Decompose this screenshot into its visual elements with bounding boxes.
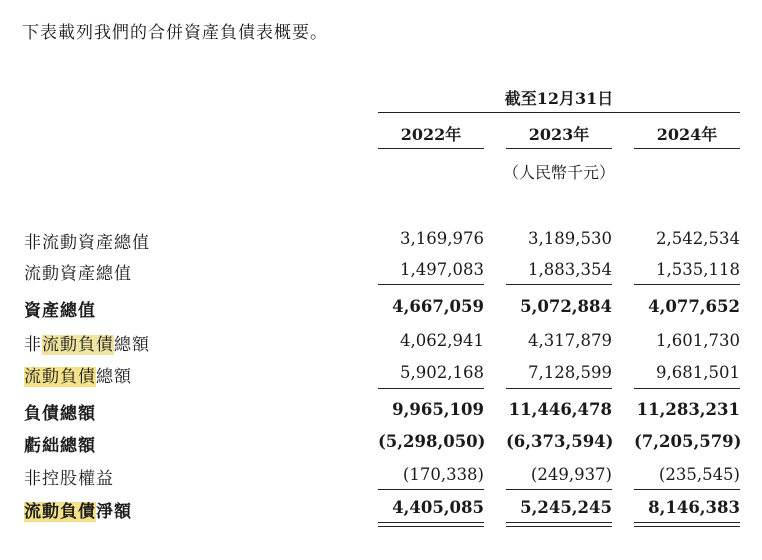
value-cell: 4,405,085 [392,498,484,517]
table-row [0,360,762,388]
value-cell: 11,446,478 [508,400,612,419]
subtotal-rule [378,489,484,490]
year-header-2023: 2023年 [528,125,590,144]
value-cell: 1,883,354 [528,260,612,279]
table-row [0,328,762,356]
table-row [0,462,762,490]
value-cell: (170,338) [402,465,484,484]
year-rule [378,148,484,149]
row-label: 流動資產總值 [24,264,132,284]
value-cell: 8,146,383 [648,498,740,517]
value-cell: (6,373,594) [506,432,614,451]
row-label: 負債總額 [24,404,96,424]
subtotal-rule [378,284,484,285]
year-header-2024: 2024年 [656,125,718,144]
double-rule [378,522,484,527]
table-row [0,226,762,254]
intro-text: 下表載列我們的合併資產負債表概要。 [22,23,328,43]
row-label: 流動負債淨額 [24,502,132,522]
row-label: 非流動負債總額 [24,335,150,355]
row-label: 資產總值 [24,301,96,321]
value-cell: 1,535,118 [656,260,740,279]
value-cell: 4,077,652 [648,297,740,316]
table-row [0,257,762,285]
row-label: 非控股權益 [24,469,114,489]
value-cell: 5,902,168 [400,363,484,382]
year-rule [506,148,612,149]
value-cell: (7,205,579) [634,432,742,451]
value-cell: 3,169,976 [400,229,484,248]
value-cell: 5,072,884 [520,297,612,316]
highlight: 流動負債 [24,502,96,522]
table-row [0,294,762,322]
value-cell: 9,681,501 [656,363,740,382]
column-group-header: 截至12月31日 [504,89,614,108]
double-rule [506,522,612,527]
highlight: 流動負債 [24,367,96,387]
year-header-2022: 2022年 [400,125,462,144]
value-cell: 1,601,730 [656,331,740,350]
value-cell: (235,545) [658,465,740,484]
subtotal-rule [506,489,612,490]
value-cell: 4,317,879 [528,331,612,350]
value-cell: 11,283,231 [636,400,740,419]
header-rule [378,112,740,113]
value-cell: 3,189,530 [528,229,612,248]
value-cell: 2,542,534 [656,229,740,248]
subtotal-rule [634,284,740,285]
table-row [0,397,762,425]
subtotal-rule [634,489,740,490]
subtotal-rule [378,388,484,389]
subtotal-rule [634,388,740,389]
value-cell: (5,298,050) [378,432,486,451]
row-label: 虧絀總額 [24,436,96,456]
value-cell: 5,245,245 [520,498,612,517]
row-label: 非流動資產總值 [24,233,150,253]
subtotal-rule [506,284,612,285]
value-cell: 4,062,941 [400,331,484,350]
value-cell: 9,965,109 [392,400,484,419]
value-cell: 1,497,083 [400,260,484,279]
subtotal-rule [506,388,612,389]
row-label: 流動負債總額 [24,367,132,387]
year-rule [634,148,740,149]
table-row [0,495,762,523]
value-cell: 7,128,599 [528,363,612,382]
value-cell: (249,937) [530,465,612,484]
double-rule [634,522,740,527]
highlight: 流動負債 [42,335,114,355]
unit-label: （人民幣千元） [502,163,615,182]
value-cell: 4,667,059 [392,297,484,316]
table-row [0,429,762,457]
